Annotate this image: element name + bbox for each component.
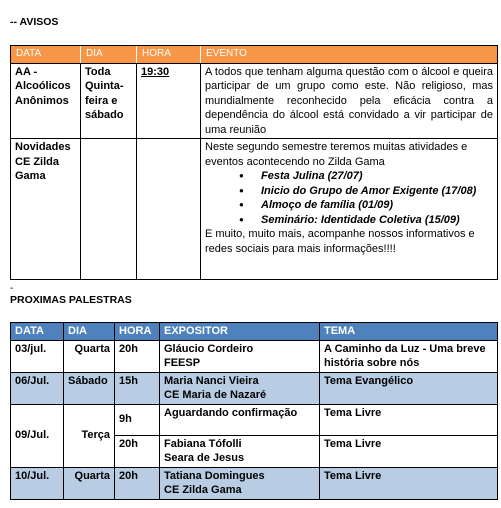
palestra-dia: Quarta [64,340,115,372]
avisos-col-dia: DIA [81,46,137,64]
avisos-col-data: DATA [11,46,81,64]
table-row [11,63,498,139]
expositor-org: FEESP [164,357,201,369]
palestra-hora: 9h [115,404,160,435]
palestra-dia: Quarta [64,467,115,499]
palestra-hora: 20h [115,435,160,467]
palestras-col-dia: DIA [64,323,115,341]
aviso-intro: Neste segundo semestre teremos muitas atividades e eventos acontecendo no Zilda Gama [205,141,468,168]
table-row [11,467,498,499]
expositor-org: CE Maria de Nazaré [164,389,267,401]
palestras-table [10,322,498,500]
palestra-tema: A Caminho da Luz - Uma breve história sobre nós [320,340,498,372]
list-item: ● Almoço de família (01/09) [261,198,493,213]
aviso-data: AA - Alcoólicos Anônimos [11,63,81,139]
aviso-outro: E muito, muito mais, acompanhe nossos informativos e redes sociais para mais informações!!!! [205,228,475,255]
list-item: ● Seminário: Identidade Coletiva (15/09) [261,213,493,228]
expositor-name: Tatiana Domingues [164,469,265,482]
avisos-heading: -- AVISOS [10,16,59,28]
palestras-col-expositor: EXPOSITOR [160,323,320,341]
palestra-expositor [160,404,320,435]
separator-dash: - [10,283,14,294]
table-row [11,340,498,372]
palestra-data: 09/Jul. [11,404,64,467]
list-item: ● Inicio do Grupo de Amor Exigente (17/08) [261,184,493,199]
palestra-expositor [160,340,320,372]
palestra-tema: Tema Livre [320,404,498,435]
avisos-col-evento: EVENTO [201,46,498,64]
aviso-dia: Toda Quinta-feira e sábado [81,63,137,139]
avisos-header-row [11,46,498,64]
palestra-expositor [160,372,320,404]
table-row [11,139,498,280]
event-list [205,169,493,227]
table-row [11,404,498,435]
expositor-name: Gláucio Cordeiro [164,342,254,355]
palestra-tema: Tema Evangélico [320,372,498,404]
palestra-tema: Tema Livre [320,435,498,467]
palestras-col-hora: HORA [115,323,160,341]
aviso-evento [201,139,498,280]
palestra-data: 06/Jul. [11,372,64,404]
palestra-tema: Tema Livre [320,467,498,499]
palestra-hora: 15h [115,372,160,404]
palestra-hora: 20h [115,340,160,372]
palestra-expositor [160,435,320,467]
palestra-dia: Terça [64,404,115,467]
expositor-name: Aguardando confirmação [164,406,298,419]
palestras-col-tema: TEMA [320,323,498,341]
avisos-table [10,45,498,280]
palestra-data: 03/jul. [11,340,64,372]
palestra-hora: 20h [115,467,160,499]
palestras-header-row [11,323,498,341]
palestra-dia: Sábado [64,372,115,404]
aviso-data: Novidades CE Zilda Gama [11,139,81,280]
avisos-col-hora: HORA [137,46,201,64]
aviso-hora: 19:30 [137,63,201,139]
expositor-name: Fabiana Tófolli [164,437,242,450]
expositor-org: Seara de Jesus [164,452,245,464]
palestra-data: 10/Jul. [11,467,64,499]
table-row [11,372,498,404]
expositor-org: CE Zilda Gama [164,484,242,496]
palestra-expositor [160,467,320,499]
palestras-heading: PROXIMAS PALESTRAS [10,294,132,306]
expositor-name: Maria Nanci Vieira [164,374,259,387]
aviso-hora [137,139,201,280]
palestras-col-data: DATA [11,323,64,341]
list-item: ● Festa Julina (27/07) [261,169,493,184]
aviso-evento: A todos que tenham alguma questão com o álcool e queira participar de um grupo como este. Não religioso, mas mundialmente reconhecido pela eficácia contra a dependência do álcool está convidado a vir participar de uma reunião [201,63,498,139]
aviso-dia [81,139,137,280]
